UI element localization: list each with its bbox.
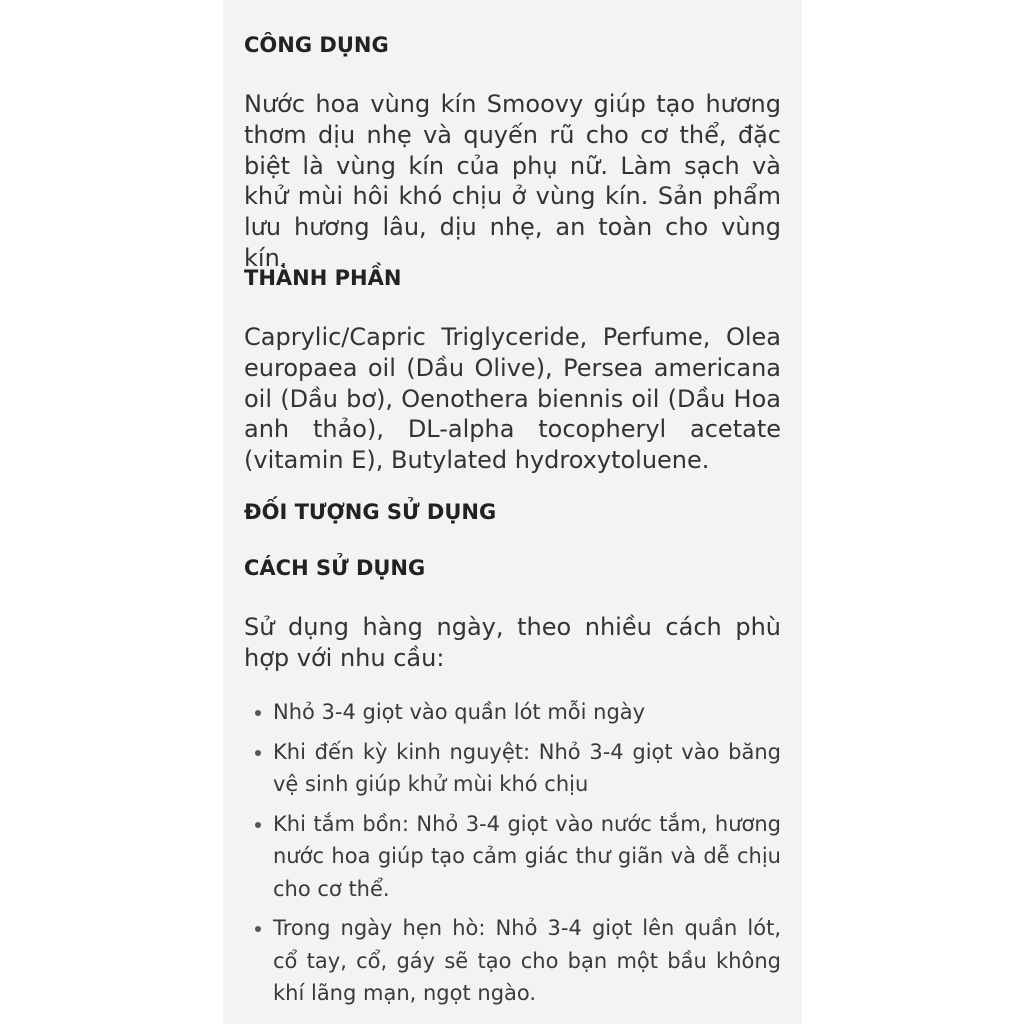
list-item-text: Khi đến kỳ kinh nguyệt: Nhỏ 3-4 giọt vào băng vệ sinh giúp khử mùi khó chịu <box>273 739 781 796</box>
paragraph-cong-dung: Nước hoa vùng kín Smoovy giúp tạo hương thơm dịu nhẹ và quyến rũ cho cơ thể, đặc biệt là vùng kín của phụ nữ. Làm sạch và khử mùi hôi khó chịu ở vùng kín. Sản phẩm lưu hương lâu, dịu nhẹ, an toàn cho vùng kín. <box>244 90 781 272</box>
list-item-text: Khi tắm bồn: Nhỏ 3-4 giọt vào nước tắm, hương nước hoa giúp tạo cảm giác thư giãn và dễ chịu cho cơ thể. <box>273 811 781 901</box>
heading-cach-su-dung: CÁCH SỬ DỤNG <box>244 556 426 580</box>
usage-list <box>244 696 781 1010</box>
paragraph-thanh-phan: Caprylic/Capric Triglyceride, Perfume, Olea europaea oil (Dầu Olive), Persea americana oil (Dầu bơ), Oenothera biennis oil (Dầu Hoa anh thảo), DL-alpha tocopheryl acetate (vitamin E), Butylated hydroxytoluene. <box>244 323 781 475</box>
bullet-dot-icon <box>255 710 261 716</box>
bullet-dot-icon <box>255 750 261 756</box>
heading-doi-tuong-su-dung: ĐỐI TƯỢNG SỬ DỤNG <box>244 500 497 524</box>
list-item <box>244 736 781 801</box>
product-description-panel <box>223 0 802 1024</box>
list-item-text: Trong ngày hẹn hò: Nhỏ 3-4 giọt lên quần lót, cổ tay, cổ, gáy sẽ tạo cho bạn một bầu không khí lãng mạn, ngọt ngào. <box>273 916 781 1005</box>
bullet-dot-icon <box>255 822 261 828</box>
list-item <box>244 808 781 906</box>
bullet-dot-icon <box>255 926 261 932</box>
list-item <box>244 696 781 729</box>
list-item-text: Nhỏ 3-4 giọt vào quần lót mỗi ngày <box>273 700 646 724</box>
heading-cong-dung: CÔNG DỤNG <box>244 33 389 57</box>
paragraph-cach-su-dung: Sử dụng hàng ngày, theo nhiều cách phù hợp với nhu cầu: <box>244 613 781 672</box>
list-item <box>244 912 781 1010</box>
heading-thanh-phan: THÀNH PHẦN <box>244 266 402 290</box>
